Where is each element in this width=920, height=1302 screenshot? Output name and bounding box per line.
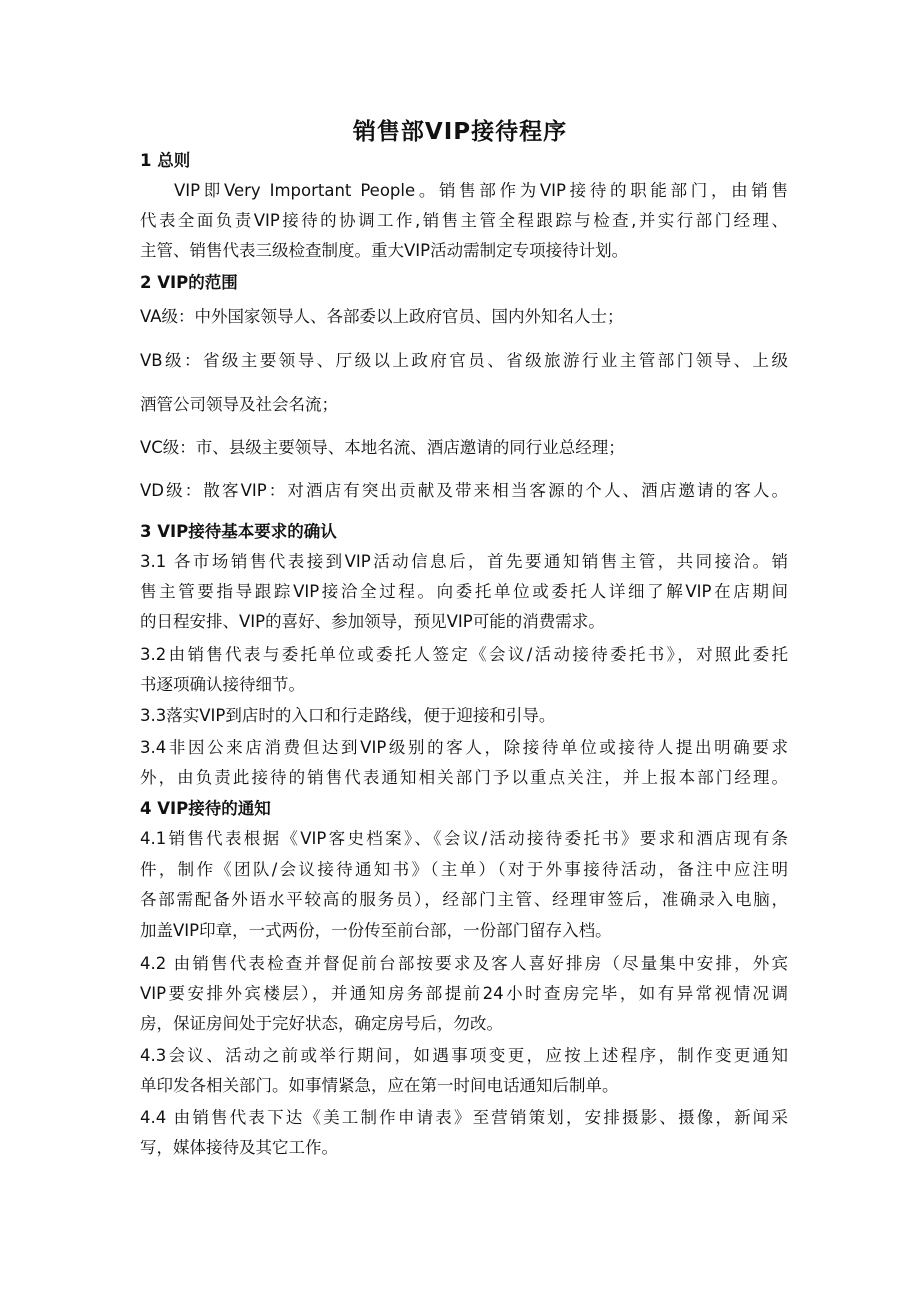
paragraph-line: VIP要安排外宾楼层），并通知房务部提前24小时查房完毕，如有异常视情况调 <box>140 984 788 1003</box>
paragraph-line: VB级：省级主要领导、厅级以上政府官员、省级旅游行业主管部门领导、上级 <box>140 351 788 370</box>
paragraph-line: 加盖VIP印章，一式两份，一份传至前台部，一份部门留存入档。 <box>140 921 612 940</box>
paragraph-line: 3.3落实VIP到店时的入口和行走路线，便于迎接和引导。 <box>140 706 556 725</box>
paragraph-line: 房，保证房间处于完好状态，确定房号后，勿改。 <box>140 1014 503 1033</box>
paragraph-line: 4.4 由销售代表下达《美工制作申请表》至营销策划，安排摄影、摄像，新闻采 <box>140 1108 788 1127</box>
paragraph-line: VA级：中外国家领导人、各部委以上政府官员、国内外知名人士； <box>140 307 624 326</box>
paragraph-line: 3.2由销售代表与委托单位或委托人签定《会议/活动接待委托书》，对照此委托 <box>140 645 788 664</box>
paragraph-line: 书逐项确认接待细节。 <box>140 675 305 694</box>
paragraph-line: 件，制作《团队/会议接待通知书》（主单）（对于外事接待活动，备注中应注明 <box>140 860 788 879</box>
document-title: 销售部VIP接待程序 <box>352 119 568 145</box>
paragraph-line: 外，由负责此接待的销售代表通知相关部门予以重点关注，并上报本部门经理。 <box>140 768 788 787</box>
paragraph-line: 酒管公司领导及社会名流； <box>140 395 338 414</box>
paragraph-line: 各部需配备外语水平较高的服务员），经部门主管、经理审签后，准确录入电脑， <box>140 890 788 909</box>
paragraph-line: VD级：散客VIP：对酒店有突出贡献及带来相当客源的个人、酒店邀请的客人。 <box>140 481 788 500</box>
paragraph-line: 的日程安排、VIP的喜好、参加领导，预见VIP可能的消费需求。 <box>140 612 605 631</box>
section-heading-1: 1 总则 <box>140 151 191 170</box>
paragraph-line: 4.2 由销售代表检查并督促前台部按要求及客人喜好排房（尽量集中安排，外宾 <box>140 954 788 973</box>
section-heading-3: 3 VIP接待基本要求的确认 <box>140 522 337 541</box>
paragraph-line: 写，媒体接待及其它工作。 <box>140 1138 338 1157</box>
paragraph-line: VIP即Very Important People。销售部作为VIP接待的职能部门，由销售 <box>174 181 788 200</box>
paragraph-line: 主管、销售代表三级检查制度。重大VIP活动需制定专项接待计划。 <box>140 241 629 260</box>
paragraph-line: VC级：市、县级主要领导、本地名流、酒店邀请的同行业总经理； <box>140 438 625 457</box>
section-heading-2: 2 VIP的范围 <box>140 273 238 292</box>
paragraph-line: 售主管要指导跟踪VIP接洽全过程。向委托单位或委托人详细了解VIP在店期间 <box>140 582 788 601</box>
paragraph-line: 3.4非因公来店消费但达到VIP级别的客人，除接待单位或接待人提出明确要求 <box>140 738 788 757</box>
paragraph-line: 代表全面负责VIP接待的协调工作,销售主管全程跟踪与检查,并实行部门经理、 <box>140 211 788 230</box>
section-heading-4: 4 VIP接待的通知 <box>140 799 271 818</box>
paragraph-line: 4.3会议、活动之前或举行期间，如遇事项变更，应按上述程序，制作变更通知 <box>140 1046 788 1065</box>
paragraph-line: 3.1 各市场销售代表接到VIP活动信息后，首先要通知销售主管，共同接洽。销 <box>140 552 788 571</box>
paragraph-line: 单印发各相关部门。如事情紧急，应在第一时间电话通知后制单。 <box>140 1076 619 1095</box>
paragraph-line: 4.1销售代表根据《VIP客史档案》、《会议/活动接待委托书》要求和酒店现有条 <box>140 829 788 848</box>
